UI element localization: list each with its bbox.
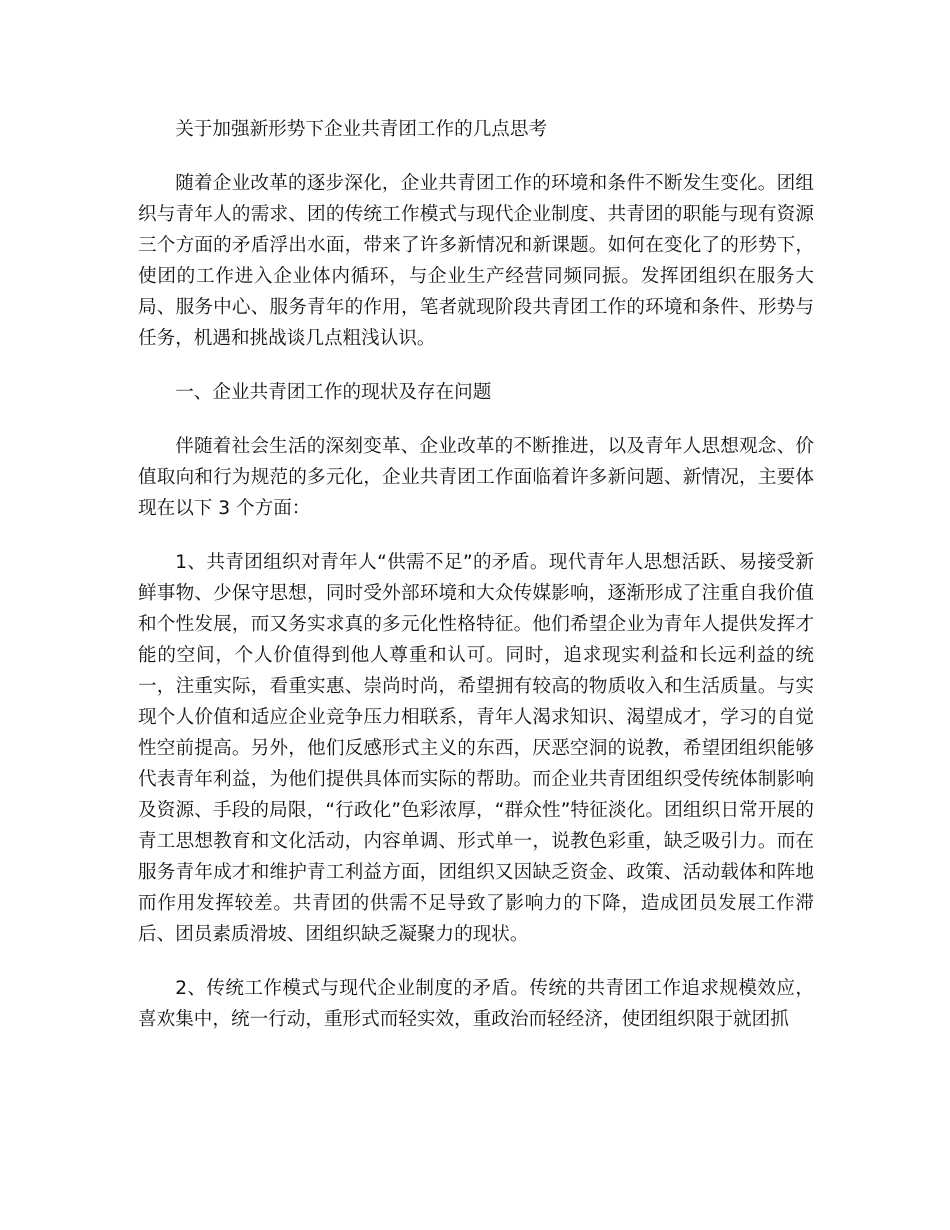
section-heading: 一、企业共青团工作的现状及存在问题: [175, 382, 492, 403]
document-title: 关于加强新形势下企业共青团工作的几点思考: [175, 119, 548, 140]
paragraph-point-2: 2、传统工作模式与现代企业制度的矛盾。传统的共青团工作追求规模效应，喜欢集中，统一行动，重形式而轻实效，重政治而轻经济，使团组织限于就团抓: [138, 978, 814, 1030]
document-body: [138, 114, 814, 1058]
paragraph-intro: 随着企业改革的逐步深化，企业共青团工作的环境和条件不断发生变化。团组织与青年人的需求、团的传统工作模式与现代企业制度、共青团的职能与现有资源三个方面的矛盾浮出水面，带来了许多新情况和新课题。如何在变化了的形势下，使团的工作进入企业体内循环，与企业生产经营同频同振。发挥团组织在服务大局、服务中心、服务青年的作用，笔者就现阶段共青团工作的环境和条件、形势与任务，机遇和挑战谈几点粗浅认识。: [138, 173, 814, 349]
paragraph-background: 伴随着社会生活的深刻变革、企业改革的不断推进，以及青年人思想观念、价值取向和行为规范的多元化，企业共青团工作面临着许多新问题、新情况，主要体现在以下 3 个方面：: [138, 436, 814, 519]
paragraph-point-1: 1、共青团组织对青年人“供需不足”的矛盾。现代青年人思想活跃、易接受新鲜事物、少保守思想，同时受外部环境和大众传媒影响，逐渐形成了注重自我价值和个性发展，而又务实求真的多元化性格特征。他们希望企业为青年人提供发挥才能的空间，个人价值得到他人尊重和认可。同时，追求现实利益和长远利益的统一，注重实际，看重实惠、崇尚时尚，希望拥有较高的物质收入和生活质量。与实现个人价值和适应企业竞争压力相联系，青年人渴求知识、渴望成才，学习的自觉性空前提高。另外，他们反感形式主义的东西，厌恶空洞的说教，希望团组织能够代表青年利益，为他们提供具体而实际的帮助。而企业共青团组织受传统体制影响及资源、手段的局限，“行政化”色彩浓厚，“群众性”特征淡化。团组织日常开展的青工思想教育和文化活动，内容单调、形式单一，说教色彩重，缺乏吸引力。而在服务青年成才和维护青工利益方面，团组织又因缺乏资金、政策、活动载体和阵地而作用发挥较差。共青团的供需不足导致了影响力的下降，造成团员发展工作滞后、团员素质滑坡、团组织缺乏凝聚力的现状。: [138, 552, 814, 945]
